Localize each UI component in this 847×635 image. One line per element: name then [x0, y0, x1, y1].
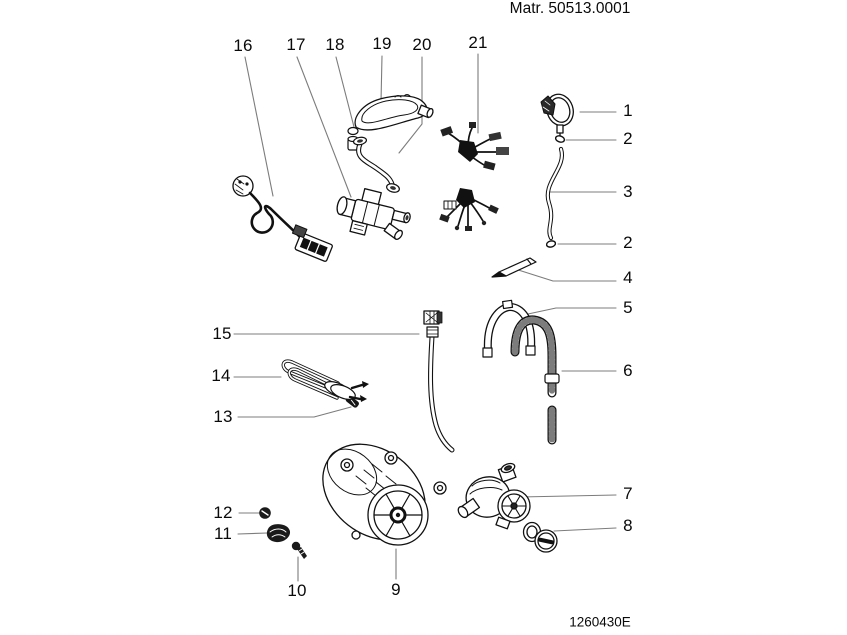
callout-pressure-tube: 3 [623, 182, 633, 201]
callout-hose-clamp-upper: 2 [623, 129, 633, 148]
callout-small-clamp: 18 [325, 35, 345, 54]
part-tube-nozzle-drawing [492, 258, 536, 277]
part-fill-hose-drawing [424, 311, 452, 450]
callout-heating-element: 14 [211, 366, 231, 385]
part-corrugated-drain-hose-drawing [515, 320, 559, 440]
part-drain-pump-drawing [456, 462, 530, 529]
part-power-cord-drawing [233, 176, 335, 262]
callout-terminal-pin: 13 [213, 407, 233, 426]
callout-hose-clamp-lower: 2 [623, 233, 633, 252]
part-connecting-hose-drawing [353, 136, 400, 193]
callout-pump-filter-cap: 8 [623, 516, 633, 535]
part-screw-drawing [292, 542, 307, 559]
part-inlet-valve-drawing [332, 183, 414, 244]
callout-screw: 10 [287, 581, 307, 600]
part-pressure-tube-drawing [548, 149, 562, 238]
callout-power-cord: 16 [233, 36, 253, 55]
part-hose-clamp-lower-drawing [546, 240, 556, 248]
callout-inlet-valve: 17 [286, 35, 306, 54]
part-hose-clamp-upper-drawing [555, 135, 565, 143]
callout-drain-hose-guide: 5 [623, 298, 633, 317]
part-pump-filter-cap-drawing [524, 523, 558, 553]
part-nut-drawing [259, 507, 271, 519]
callout-fill-hose: 15 [212, 324, 232, 343]
callout-connecting-hose: 20 [412, 35, 432, 54]
part-pressure-switch-drawing [541, 91, 577, 137]
callout-nut: 12 [213, 503, 233, 522]
callout-pressure-switch: 1 [623, 101, 633, 120]
part-motor-drawing [304, 424, 446, 559]
callout-mounting-foot: 11 [213, 524, 233, 543]
document-code: 1260430E [569, 614, 631, 630]
part-heating-element-drawing [283, 361, 369, 402]
part-wiring-harness-drawing [439, 122, 509, 231]
part-drain-hose-guide-drawing [483, 300, 535, 357]
callout-motor: 9 [391, 580, 401, 599]
callout-tube-nozzle: 4 [623, 268, 633, 287]
callout-corrugated-hose: 6 [623, 361, 633, 380]
callout-wiring-harness: 21 [468, 33, 488, 52]
callout-drain-pump: 7 [623, 484, 633, 503]
callout-air-trap-chamber: 19 [372, 34, 392, 53]
part-mounting-foot-drawing [267, 524, 290, 542]
page-title: Matr. 50513.0001 [509, 0, 631, 17]
